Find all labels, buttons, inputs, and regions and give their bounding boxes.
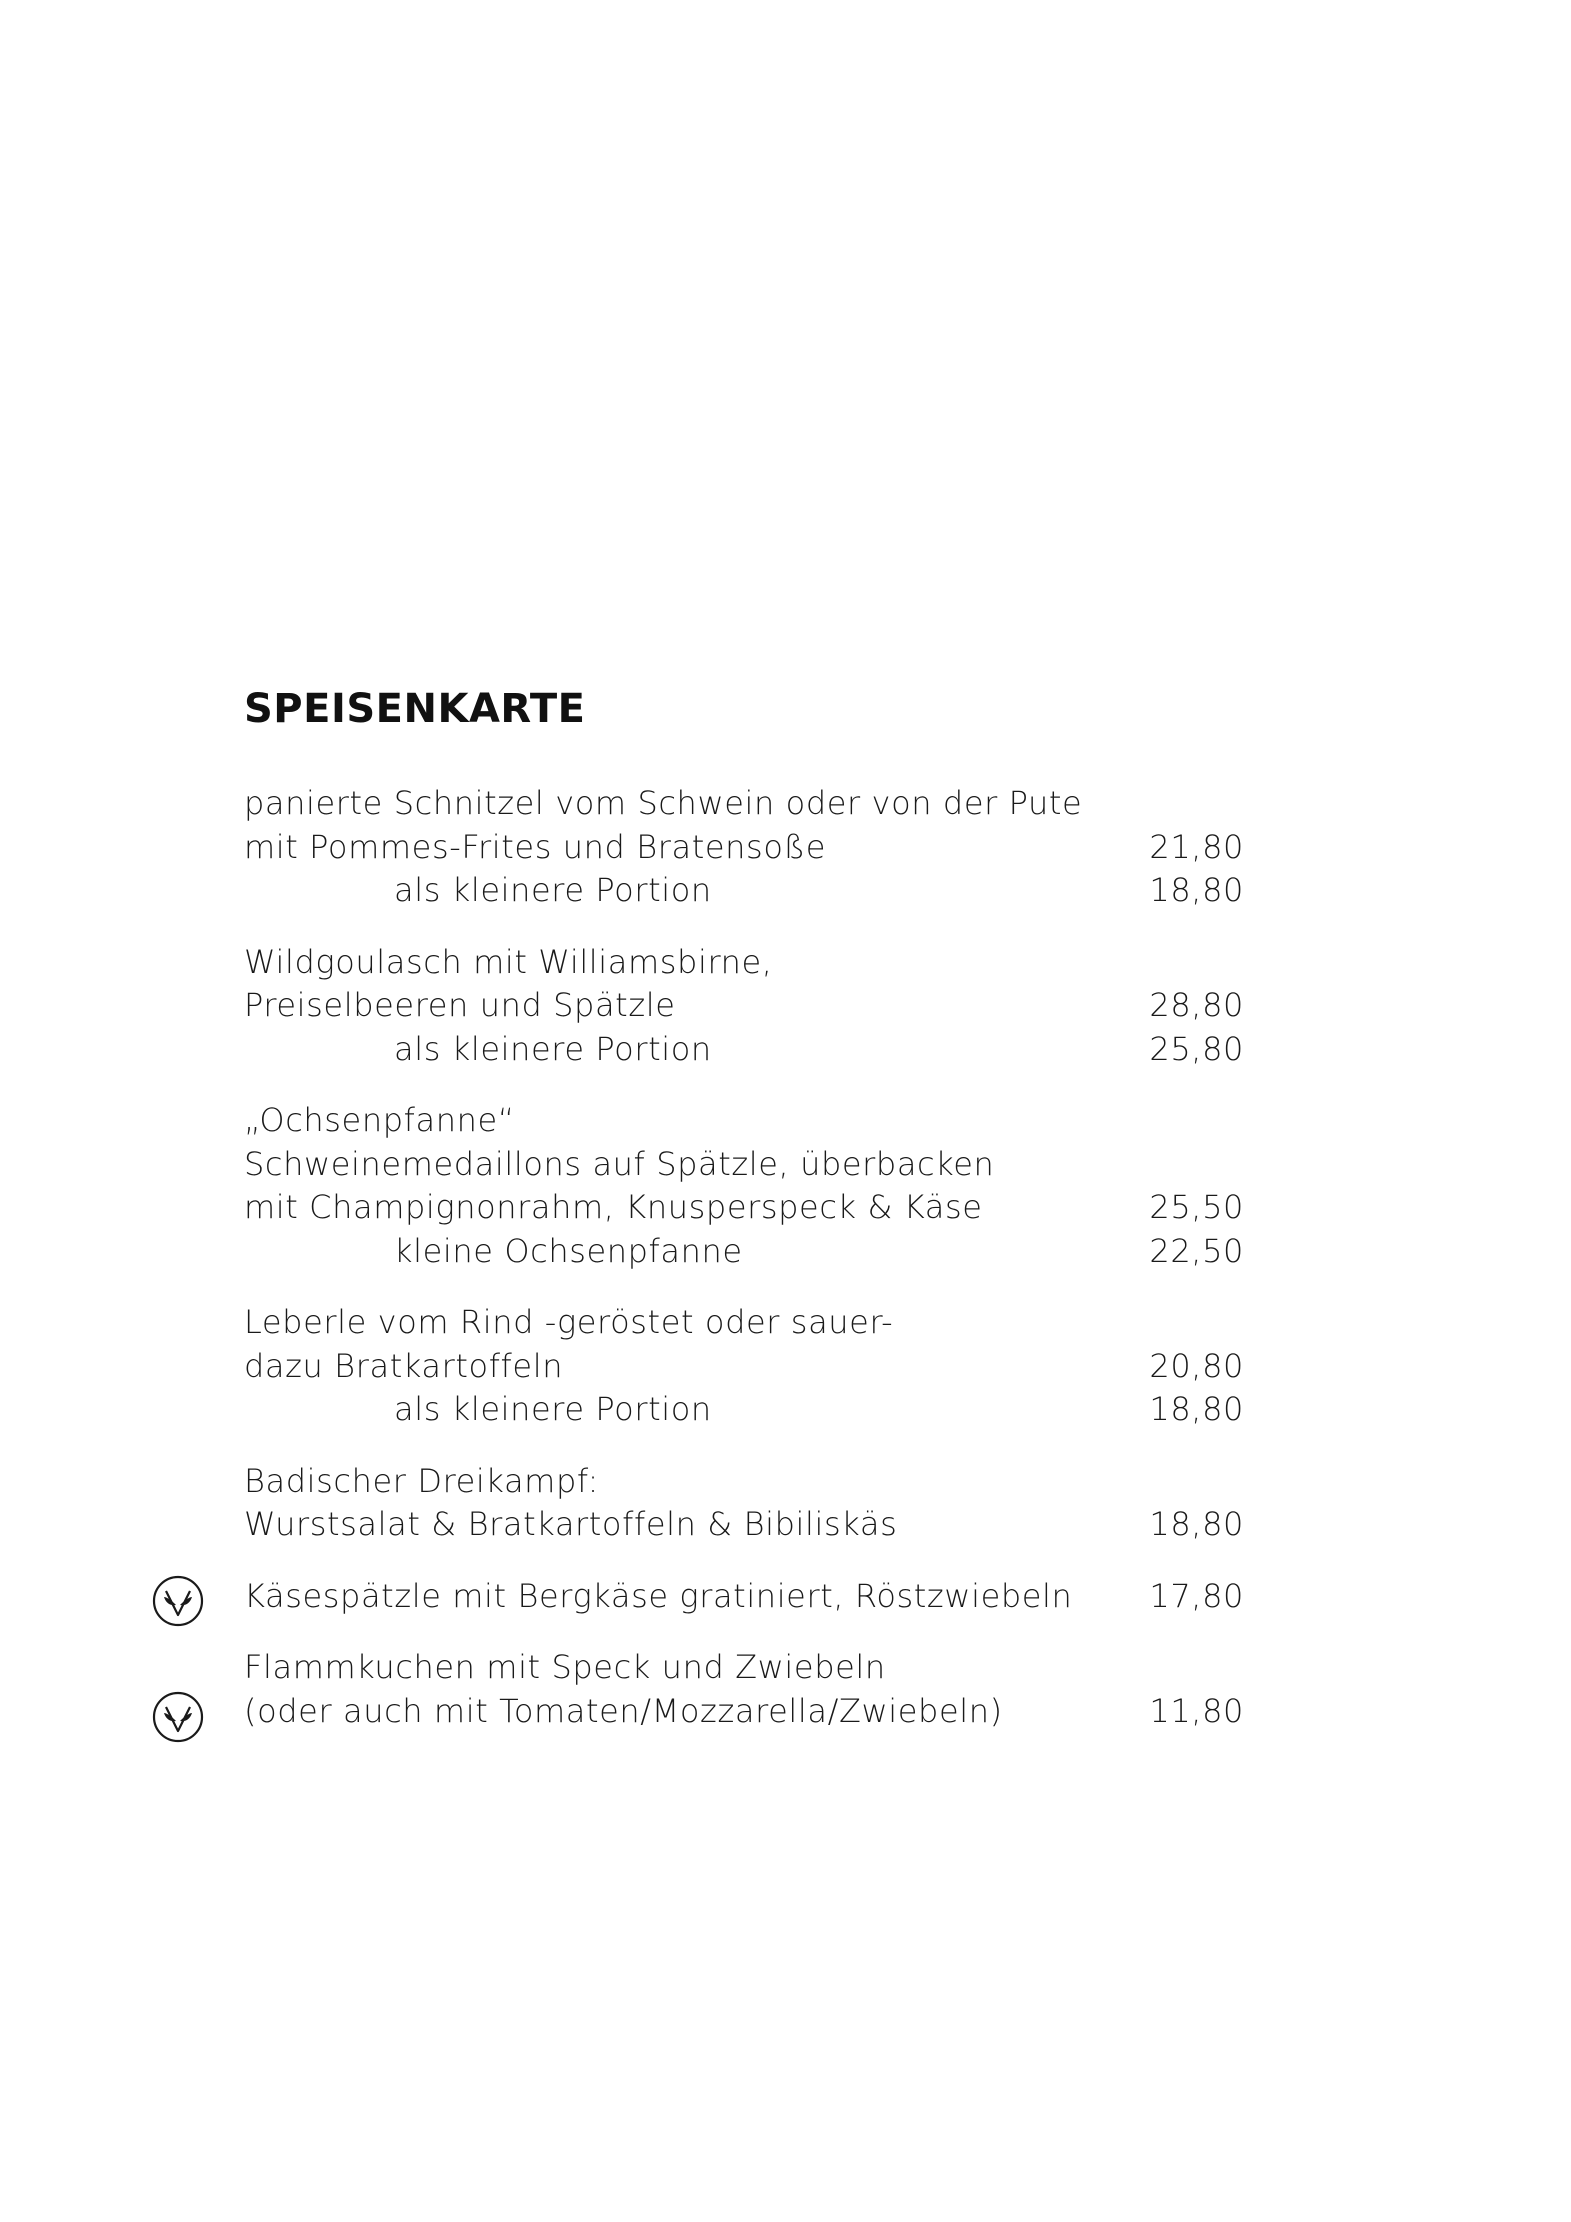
- menu-line-small-portion: [244, 1388, 1244, 1432]
- dish-price: 17,80: [1149, 1576, 1244, 1615]
- menu-line: [244, 1345, 1244, 1389]
- menu-list: [244, 782, 1244, 1761]
- portion-label: kleine Ochsenpfanne: [394, 1231, 743, 1270]
- menu-item-schnitzel: [244, 782, 1244, 913]
- dish-price: 21,80: [1149, 827, 1244, 866]
- dish-description: Wildgoulasch mit Williamsbirne,: [244, 942, 773, 981]
- dish-description: dazu Bratkartoffeln: [244, 1346, 564, 1385]
- portion-price: 18,80: [1149, 1390, 1244, 1428]
- dish-name: Badischer Dreikampf:: [244, 1461, 599, 1500]
- menu-line-small-portion: [244, 869, 1244, 913]
- dish-description: Käsespätzle mit Bergkäse gratiniert, Röstzwiebeln: [244, 1576, 1073, 1615]
- menu-line: [244, 1575, 1244, 1619]
- menu-line: [244, 1301, 1244, 1345]
- menu-line-small-portion: [244, 1230, 1244, 1274]
- menu-line: [244, 1099, 1244, 1143]
- dish-description: Preiselbeeren und Spätzle: [244, 986, 676, 1024]
- menu-line: [244, 984, 1244, 1028]
- dish-name: „Ochsenpfanne“: [244, 1101, 515, 1139]
- portion-price: 25,80: [1149, 1029, 1244, 1068]
- dish-description: panierte Schnitzel vom Schwein oder von der Pute: [244, 784, 1083, 822]
- menu-line: [244, 782, 1244, 826]
- menu-item-kaesespaetzle: [244, 1575, 1244, 1619]
- portion-label: als kleinere Portion: [394, 1390, 712, 1428]
- dish-price: 20,80: [1149, 1346, 1244, 1385]
- menu-line-small-portion: [244, 1028, 1244, 1072]
- menu-item-flammkuchen: [244, 1646, 1244, 1733]
- vegetarian-leaf-icon: [152, 1691, 204, 1743]
- dish-description: Schweinemedaillons auf Spätzle, überbacken: [244, 1144, 995, 1183]
- menu-item-wildgoulasch: [244, 941, 1244, 1072]
- menu-line: [244, 941, 1244, 985]
- portion-price: 22,50: [1149, 1231, 1244, 1270]
- page-title: SPEISENKARTE: [244, 686, 586, 732]
- menu-line: [244, 1143, 1244, 1187]
- menu-item-dreikampf: [244, 1460, 1244, 1547]
- dish-description: mit Pommes-Frites und Bratensoße: [244, 827, 827, 866]
- menu-line: [244, 1503, 1244, 1547]
- menu-item-ochsenpfanne: [244, 1099, 1244, 1273]
- menu-line: [244, 1690, 1244, 1734]
- dish-description: mit Champignonrahm, Knusperspeck & Käse: [244, 1188, 983, 1226]
- menu-line: [244, 1646, 1244, 1690]
- portion-price: 18,80: [1149, 871, 1244, 909]
- menu-line: [244, 1186, 1244, 1230]
- dish-description: Wurstsalat & Bratkartoffeln & Bibiliskäs: [244, 1505, 898, 1543]
- portion-label: als kleinere Portion: [394, 1029, 712, 1068]
- dish-description: (oder auch mit Tomaten/Mozzarella/Zwiebeln): [244, 1691, 1003, 1730]
- dish-price: 25,50: [1149, 1188, 1244, 1226]
- vegetarian-leaf-icon: [152, 1575, 204, 1627]
- dish-price: 11,80: [1149, 1691, 1244, 1730]
- dish-description: Flammkuchen mit Speck und Zwiebeln: [244, 1648, 886, 1686]
- menu-item-leberle: [244, 1301, 1244, 1432]
- dish-price: 28,80: [1149, 986, 1244, 1024]
- dish-description: Leberle vom Rind -geröstet oder sauer-: [244, 1303, 894, 1341]
- dish-price: 18,80: [1149, 1505, 1244, 1543]
- menu-line: [244, 826, 1244, 870]
- portion-label: als kleinere Portion: [394, 871, 712, 909]
- menu-line: [244, 1460, 1244, 1504]
